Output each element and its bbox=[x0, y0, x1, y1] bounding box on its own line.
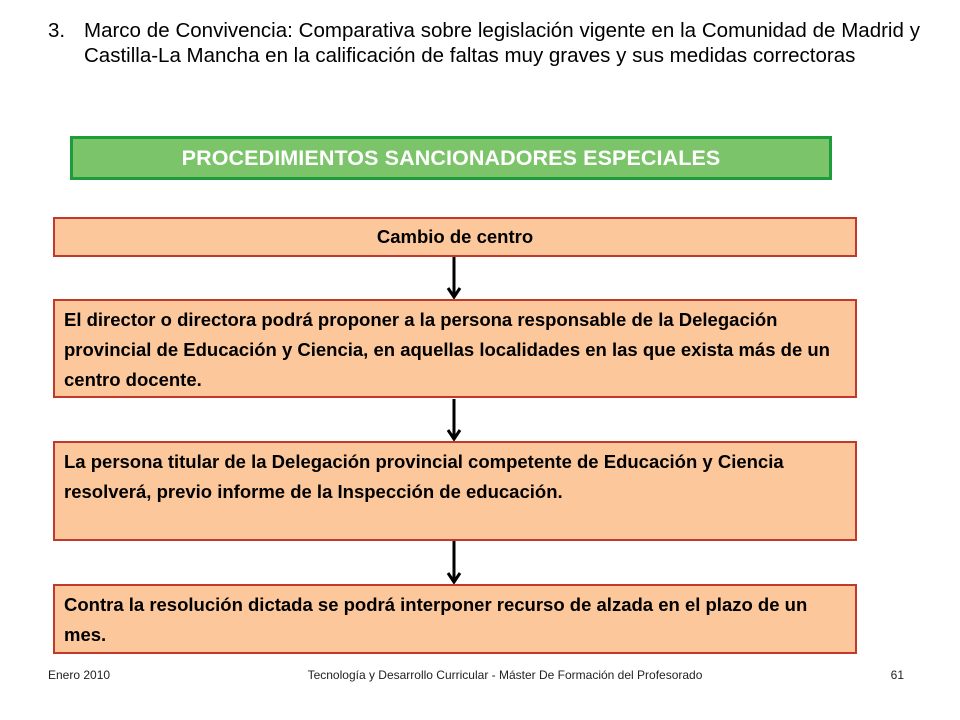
step-3-text: La persona titular de la Delegación provincial competente de Educación y Ciencia resolverá, previo informe de la Inspección de educación. bbox=[64, 451, 784, 502]
step-4-text: Contra la resolución dictada se podrá interponer recurso de alzada en el plazo de un mes. bbox=[64, 594, 808, 645]
banner-title: PROCEDIMIENTOS SANCIONADORES ESPECIALES bbox=[181, 145, 721, 170]
step-box-3 bbox=[53, 441, 857, 541]
down-arrow-icon bbox=[444, 399, 464, 442]
step-1-text: Cambio de centro bbox=[376, 226, 534, 247]
step-box-1 bbox=[53, 217, 857, 257]
section-title: Marco de Convivencia: Comparativa sobre legislación vigente en la Comunidad de Madrid y Castilla-La Mancha en la calificación de faltas muy graves y sus medidas correctoras bbox=[84, 19, 920, 67]
down-arrow-icon bbox=[444, 541, 464, 585]
footer-course: Tecnología y Desarrollo Curricular - Máster De Formación del Profesorado bbox=[307, 668, 703, 682]
footer-date: Enero 2010 bbox=[48, 668, 111, 682]
section-heading bbox=[48, 18, 920, 68]
footer-page-number: 61 bbox=[890, 668, 904, 682]
section-number: 3. bbox=[48, 19, 66, 42]
step-box-4 bbox=[53, 584, 857, 654]
title-banner bbox=[70, 136, 832, 180]
down-arrow-icon bbox=[444, 257, 464, 300]
step-2-text: El director o directora podrá proponer a la persona responsable de la Delegación provincial de Educación y Ciencia, en aquellas localidades en las que exista más de un centro docente. bbox=[64, 309, 830, 390]
step-box-2 bbox=[53, 299, 857, 398]
